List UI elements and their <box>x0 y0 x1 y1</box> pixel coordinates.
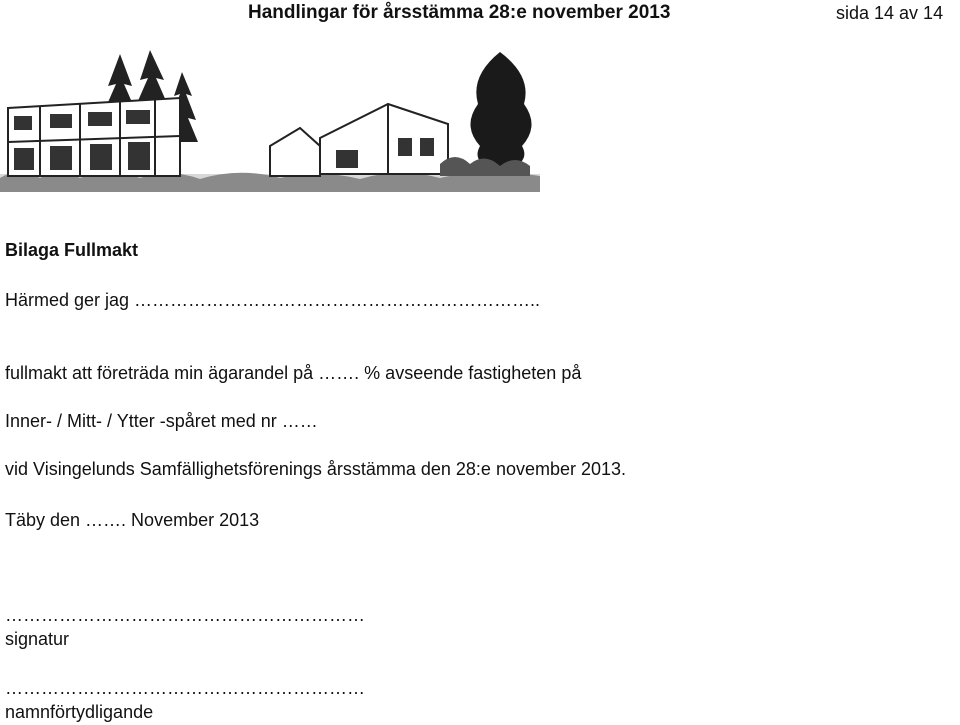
name-clarification-label: namnförtydligande <box>5 702 154 722</box>
document-title: Handlingar för årsstämma 28:e november 2013 <box>248 2 671 23</box>
name-dotted-line: …………………………………………………… <box>5 678 365 698</box>
attachment-heading: Bilaga Fullmakt <box>5 240 139 260</box>
housing-area-sketch-icon <box>0 46 540 192</box>
meeting-line: vid Visingelunds Samfällighetsförenings årsstämma den 28:e november 2013. <box>5 459 627 479</box>
place-date-line: Täby den ……. November 2013 <box>5 510 260 530</box>
grantor-line: Härmed ger jag ………………………………………………………….. <box>5 290 541 310</box>
sketch-image <box>0 46 540 192</box>
track-number-line: Inner- / Mitt- / Ytter -spåret med nr …… <box>5 411 318 431</box>
proxy-share-line: fullmakt att företräda min ägarandel på ……. % avseende fastigheten på <box>5 363 582 383</box>
signature-label: signatur <box>5 629 70 649</box>
signature-dotted-line: …………………………………………………… <box>5 605 365 625</box>
page-number: sida 14 av 14 <box>836 3 944 23</box>
